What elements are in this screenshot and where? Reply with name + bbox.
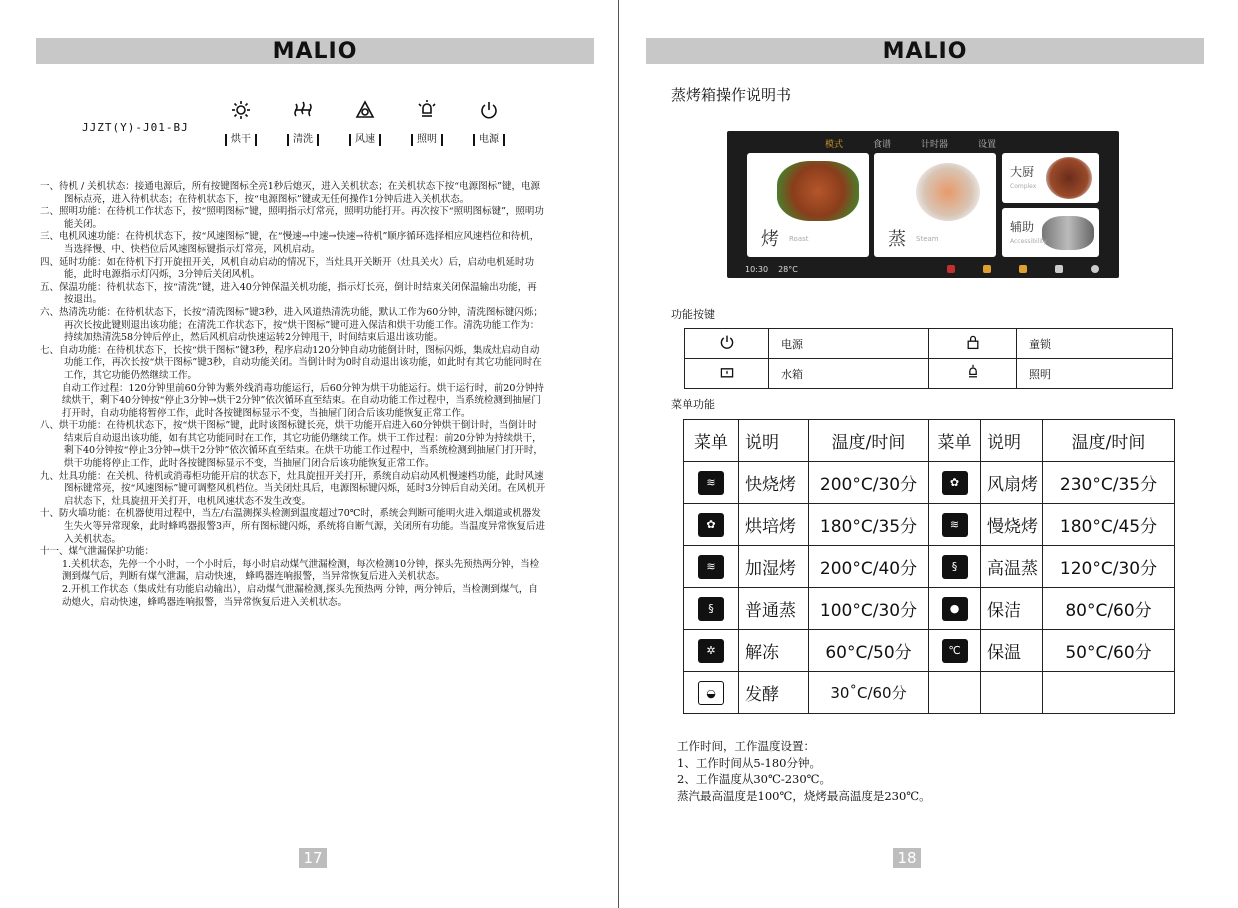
water-tank-icon [685, 359, 769, 389]
lock-icon [1055, 265, 1063, 273]
power-icon [685, 329, 769, 359]
table-cell: 快烧烤 [739, 462, 809, 504]
table-cell: 30˚C/60分 [809, 672, 929, 714]
rule-item: 七、自动功能：在待机状态下，长按“烘干图标”键3秒，程序启动120分钟自动功能倒计时，图标闪烁，集成灶启动自动功能工作，再次长按“烘干图标”键3秒，自动功能关闭。当倒计时为0时自动退出该功能，如此时有其它功能同时在工作，其它功能仍然继续工作。 [40, 344, 542, 381]
col-header: 菜单 [684, 420, 739, 462]
menu-table [683, 419, 1175, 714]
steam-food-image [916, 163, 980, 221]
control-label: 风速 [349, 134, 381, 146]
table-cell: 风扇烤 [981, 462, 1043, 504]
table-cell: 保洁 [981, 588, 1043, 630]
header-bar-left [36, 38, 594, 64]
table-header-row [684, 420, 1175, 462]
function-key-table [684, 328, 1173, 389]
table-cell [1043, 672, 1175, 714]
chef-food-image [1046, 157, 1092, 199]
page-divider [618, 0, 619, 908]
table-cell: 保温 [981, 630, 1043, 672]
control-label: 烘干 [225, 134, 257, 146]
menu-glyph: § [698, 597, 724, 621]
menu-glyph: ✲ [698, 639, 724, 663]
menu-glyph: ≋ [942, 513, 968, 537]
rule-item: 六、热清洗功能：在待机状态下，长按“清洗图标”键3秒，进入风道热清洗功能，默认工作为60分钟，清洗图标键闪烁；再次长按此键则退出该功能；在清洗工作状态下，按“烘干图标”键可进入保洁和烘干功能工作。清洗功能工作为：持续加热清洗58分钟后停止，然后风机启动快速运转2分钟甩干，时间结束后退出该功能。 [40, 306, 543, 344]
table-cell: 200°C/30分 [809, 462, 929, 504]
menu-glyph: ◒ [698, 681, 724, 705]
menu-glyph: ● [942, 597, 968, 621]
control-power [458, 100, 520, 146]
func-section-title: 功能按键 [671, 308, 715, 321]
table-cell: 230°C/35分 [1043, 462, 1175, 504]
col-header: 说明 [739, 420, 809, 462]
screen-tab: 计时器 [921, 140, 949, 150]
table-cell: 100°C/30分 [809, 588, 929, 630]
card-subtitle: Accessibility [1010, 238, 1047, 245]
screen-tab: 模式 [825, 140, 844, 150]
work-notes [677, 738, 931, 804]
screen-card-chef [1002, 153, 1099, 203]
rule-item: 四、延时功能：如在待机下打开旋扭开关，风机自动启动的情况下，当灶具开关断开（灶具关火）后，启动电机延时功能，此时电源指示灯闪烁，3分钟后关闭风机。 [40, 256, 535, 281]
table-cell: 180°C/35分 [809, 504, 929, 546]
menu-icon [684, 672, 739, 714]
menu-glyph: ≋ [698, 555, 724, 579]
note-line: 1、工作时间从5-180分钟。 [677, 755, 821, 770]
page-number-left: 17 [299, 848, 327, 868]
table-cell: 加湿烤 [739, 546, 809, 588]
card-subtitle: Complex [1010, 183, 1037, 190]
menu-icon [684, 546, 739, 588]
card-subtitle: Roast [789, 235, 809, 243]
table-cell: 童锁 [1017, 329, 1173, 359]
card-subtitle: Steam [916, 235, 939, 243]
table-row [684, 462, 1175, 504]
note-line: 2、工作温度从30℃-230℃。 [677, 772, 832, 786]
table-cell: 50°C/60分 [1043, 630, 1175, 672]
card-title: 大厨 [1010, 165, 1035, 179]
assist-food-image [1042, 216, 1094, 250]
card-title: 辅助 [1010, 220, 1035, 234]
menu-icon [929, 588, 981, 630]
screen-tabs [825, 137, 996, 150]
control-light [396, 100, 458, 146]
note-line: 工作时间，工作温度设置： [677, 739, 815, 753]
menu-icon [684, 630, 739, 672]
col-header: 说明 [981, 420, 1043, 462]
rule-item: 自动工作过程：120分钟里前60分钟为紫外线消毒功能运行，后60分钟为烘干功能运行。烘干运行时，前20分钟持续烘干，剩下40分钟按“停止3分钟→烘干2分钟”依次循环直至结束。在自动功能工作过程中，当系统检测到抽屉门打开时，自动功能将暂停工作，此时各按键图标显示不变，当抽屉门闭合后该功能恢复正常工作。 [62, 382, 544, 419]
card-title: 蒸 [888, 229, 906, 250]
brand-logo: MALIO [272, 38, 358, 64]
wash-icon [293, 100, 313, 120]
control-label: 照明 [411, 134, 443, 146]
screen-card-steam [874, 153, 996, 257]
menu-icon [929, 504, 981, 546]
table-cell: 烘培烤 [739, 504, 809, 546]
menu-glyph: ≋ [698, 471, 724, 495]
control-dry [210, 100, 272, 146]
control-wash [272, 100, 334, 146]
screen-card-roast [747, 153, 869, 257]
col-header: 温度/时间 [809, 420, 929, 462]
rule-item: 十、防火墙功能：在机器使用过程中，当左/右温测探头检测到温度超过70℃时，系统会判断可能明火进入烟道或机器发生失火等异常现象，此时蜂鸣器报警3声，所有图标键闪烁，系统将自断气源，关闭所有功能。当温度异常恢复后进入关机状态。 [40, 508, 546, 545]
table-row [684, 504, 1175, 546]
col-header: 温度/时间 [1043, 420, 1175, 462]
table-cell: 电源 [769, 329, 929, 359]
card-title: 烤 [761, 229, 779, 250]
rule-item: 九、灶具功能：在关机、待机或消毒柜功能开启的状态下，灶具旋扭开关打开，系统自动启动风机慢速档功能，此时风速图标键常亮，按“风速图标”键可调整风机档位。当关闭灶具后，电源图标键闪烁，延时3分钟后自动关闭。在风机开启状态下，灶具旋扭开关打开，电机风速状态不发生改变。 [40, 470, 546, 507]
rule-item: 二、照明功能：在待机工作状态下，按“照明图标”键，照明指示灯常亮，照明功能打开。再次按下“照明图标键”，照明功能关闭。 [40, 206, 544, 230]
brand-logo: MALIO [882, 38, 968, 64]
menu-section-title: 菜单功能 [671, 398, 715, 411]
menu-icon [929, 462, 981, 504]
table-cell [981, 672, 1043, 714]
table-cell: 照明 [1017, 359, 1173, 389]
header-bar-right [646, 38, 1204, 64]
table-cell: 普通蒸 [739, 588, 809, 630]
control-icon-row [210, 100, 520, 146]
table-cell: 解冻 [739, 630, 809, 672]
screen-card-assist [1002, 208, 1099, 257]
instruction-list [40, 181, 546, 609]
menu-icon [684, 462, 739, 504]
model-number: JJZT(Y)-J01-BJ [82, 121, 189, 134]
menu-icon [684, 504, 739, 546]
table-row [684, 546, 1175, 588]
alert-icon [947, 265, 955, 273]
oven-screen-image [727, 131, 1119, 278]
note-line: 蒸汽最高温度是100℃，烧烤最高温度是230℃。 [677, 788, 931, 803]
rule-item: 三、电机风速功能：在待机状态下，按“风速图标”键，在“慢速→中速→快速→待机”顺序循环选择相应风速档位和待机，当选择慢、中、快档位后风速图标键指示灯常亮，风机启动。 [40, 231, 540, 255]
menu-icon [684, 588, 739, 630]
table-cell: 200°C/40分 [809, 546, 929, 588]
rule-item: 十一、煤气泄漏保护功能： [40, 546, 155, 558]
page-number-right: 18 [893, 848, 921, 868]
fan-icon [355, 100, 375, 120]
menu-glyph: ℃ [942, 639, 968, 663]
rule-item: 五、保温功能：待机状态下，按“清洗”键，进入40分钟保温关机功能，指示灯长亮，倒计时结束关闭保温输出功能，再按退出。 [40, 281, 537, 306]
table-cell: 慢烧烤 [981, 504, 1043, 546]
table-row [684, 672, 1175, 714]
table-cell: 高温蒸 [981, 546, 1043, 588]
power-icon [1091, 265, 1099, 273]
rule-item: 2.开机工作状态（集成灶有功能启动输出），启动煤气泄漏检测,探头先预热两 分钟，两分钟后，当检测到煤气，自动熄火，启动快速，蜂鸣器连响报警，当异常恢复后进入关机状态。 [62, 584, 538, 608]
rule-item: 八、烘干功能：在待机状态下，按“烘干图标”键，此时该图标键长亮，烘干功能开启进入60分钟烘干倒计时，当倒计时结束后自动退出该功能，如有其它功能同时在工作，其它功能仍继续工作。烘干工作过程：前20分钟为持续烘干，剩下40分钟按“停止3分钟→烘干2分钟”依次循环直至结束。在烘干功能工作过程中，当系统检测到抽屉门打开时，烘干功能将停止工作，此时各按键图标显示不变，当抽屉门闭合后该功能恢复正常工作。 [40, 420, 543, 470]
screen-status [745, 265, 798, 274]
table-row [684, 630, 1175, 672]
rule-item: 一、待机 / 关机状态：接通电源后，所有按键图标全亮1秒后熄灭，进入关机状态；在关机状态下按“电源图标”键，电源图标点亮，进入待机状态；在待机状态下，按“电源图标”键或无任何操作1分钟后进入关机状态。 [40, 181, 540, 205]
table-cell: 发酵 [739, 672, 809, 714]
col-header: 菜单 [929, 420, 981, 462]
table-cell: 60°C/50分 [809, 630, 929, 672]
lamp-icon [929, 359, 1017, 389]
screen-temp: 28°C [778, 265, 798, 274]
menu-glyph: ✿ [942, 471, 968, 495]
table-row [685, 359, 1173, 389]
table-cell: 80°C/60分 [1043, 588, 1175, 630]
table-cell: 120°C/30分 [1043, 546, 1175, 588]
table-cell: 水箱 [769, 359, 929, 389]
menu-glyph: ✿ [698, 513, 724, 537]
control-label: 电源 [473, 134, 505, 146]
menu-glyph: § [942, 555, 968, 579]
roast-food-image [777, 161, 859, 221]
rule-item: 1.关机状态，先停一个小时，一个小时后，每小时启动煤气泄漏检测，每次检测10分钟，探头先预热两分钟，当检测到煤气后，判断有煤气泄漏，启动快速， 蜂鸣器连响报警，当异常恢复后进入关机状态。 [62, 558, 540, 583]
screen-time: 10:30 [745, 265, 769, 274]
table-row [684, 588, 1175, 630]
table-row [685, 329, 1173, 359]
tank-icon [1019, 265, 1027, 273]
bulb-icon [983, 265, 991, 273]
screen-status-icons [947, 265, 1099, 273]
lock-icon [929, 329, 1017, 359]
page-title: 蒸烤箱操作说明书 [671, 86, 792, 104]
menu-icon [929, 630, 981, 672]
power-icon [479, 100, 499, 120]
table-cell: 180°C/45分 [1043, 504, 1175, 546]
light-icon [417, 100, 437, 120]
control-label: 清洗 [287, 134, 319, 146]
sun-fan-icon [231, 100, 251, 120]
screen-tab: 设置 [978, 140, 997, 150]
screen-tab: 食谱 [873, 140, 892, 150]
menu-icon [929, 546, 981, 588]
control-fan [334, 100, 396, 146]
table-cell [929, 672, 981, 714]
